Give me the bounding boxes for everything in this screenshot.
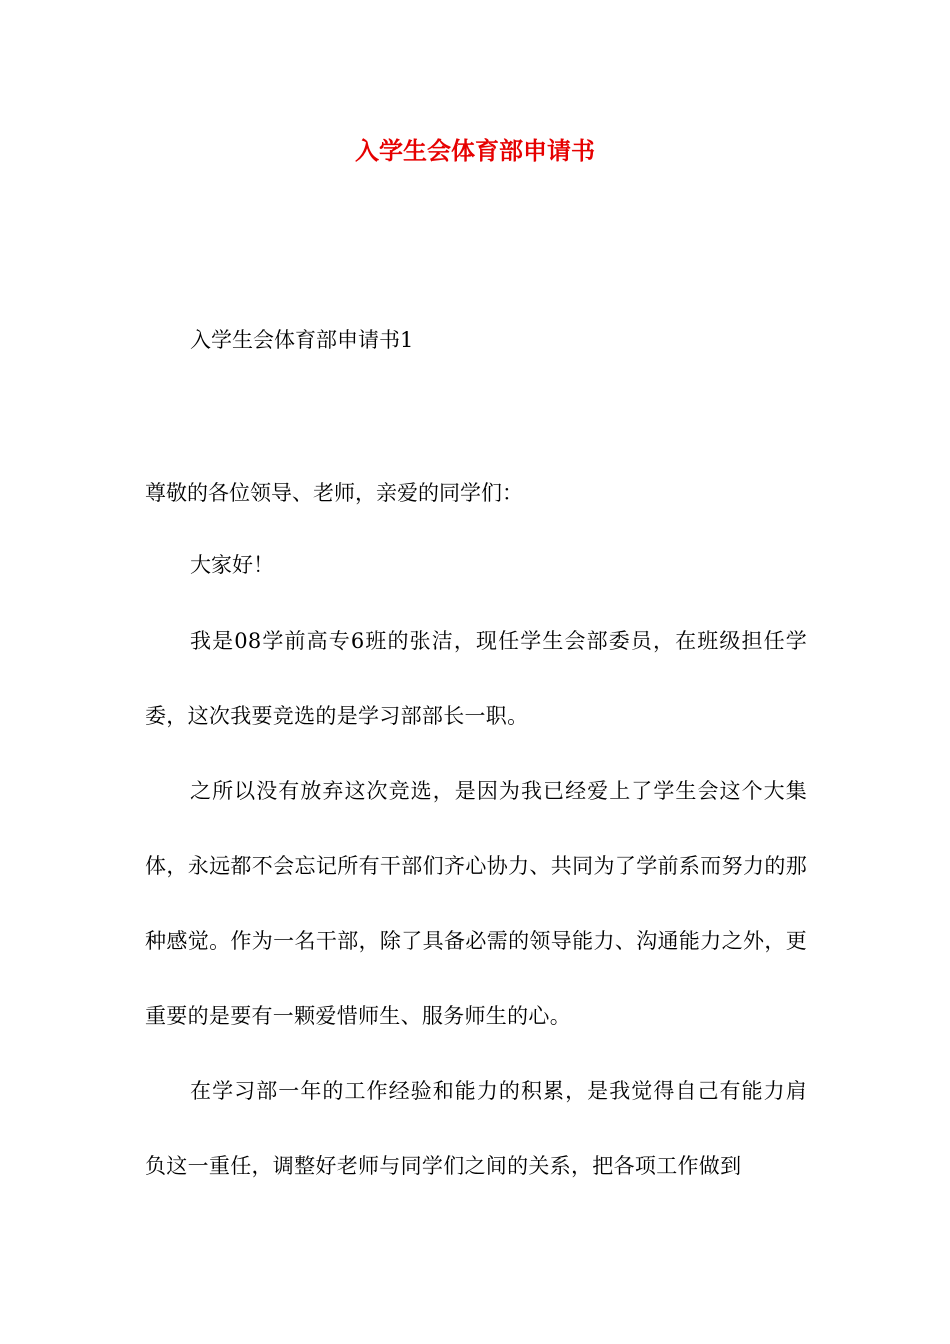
paragraph-2: 之所以没有放弃这次竞选，是因为我已经爱上了学生会这个大集体，永远都不会忘记所有干部们齐心协力、共同为了学前系而努力的那种感觉。作为一名干部，除了具备必需的领导能力、沟通能力之外，更重要的是要有一颗爱惜师生、服务师生的心。 [145,779,807,1028]
document-title: 入学生会体育部申请书 [355,137,595,165]
paragraph-1: 我是08学前高专6班的张洁，现任学生会部委员，在班级担任学委，这次我要竞选的是学习部部长一职。 [145,629,807,728]
section-heading: 入学生会体育部申请书1 [190,328,414,352]
greeting: 大家好！ [190,553,274,577]
letter-body [145,604,807,1204]
salutation: 尊敬的各位领导、老师，亲爱的同学们： [145,481,523,505]
paragraph-3: 在学习部一年的工作经验和能力的积累，是我觉得自己有能力肩负这一重任，调整好老师与同学们之间的关系，把各项工作做到 [145,1079,807,1178]
